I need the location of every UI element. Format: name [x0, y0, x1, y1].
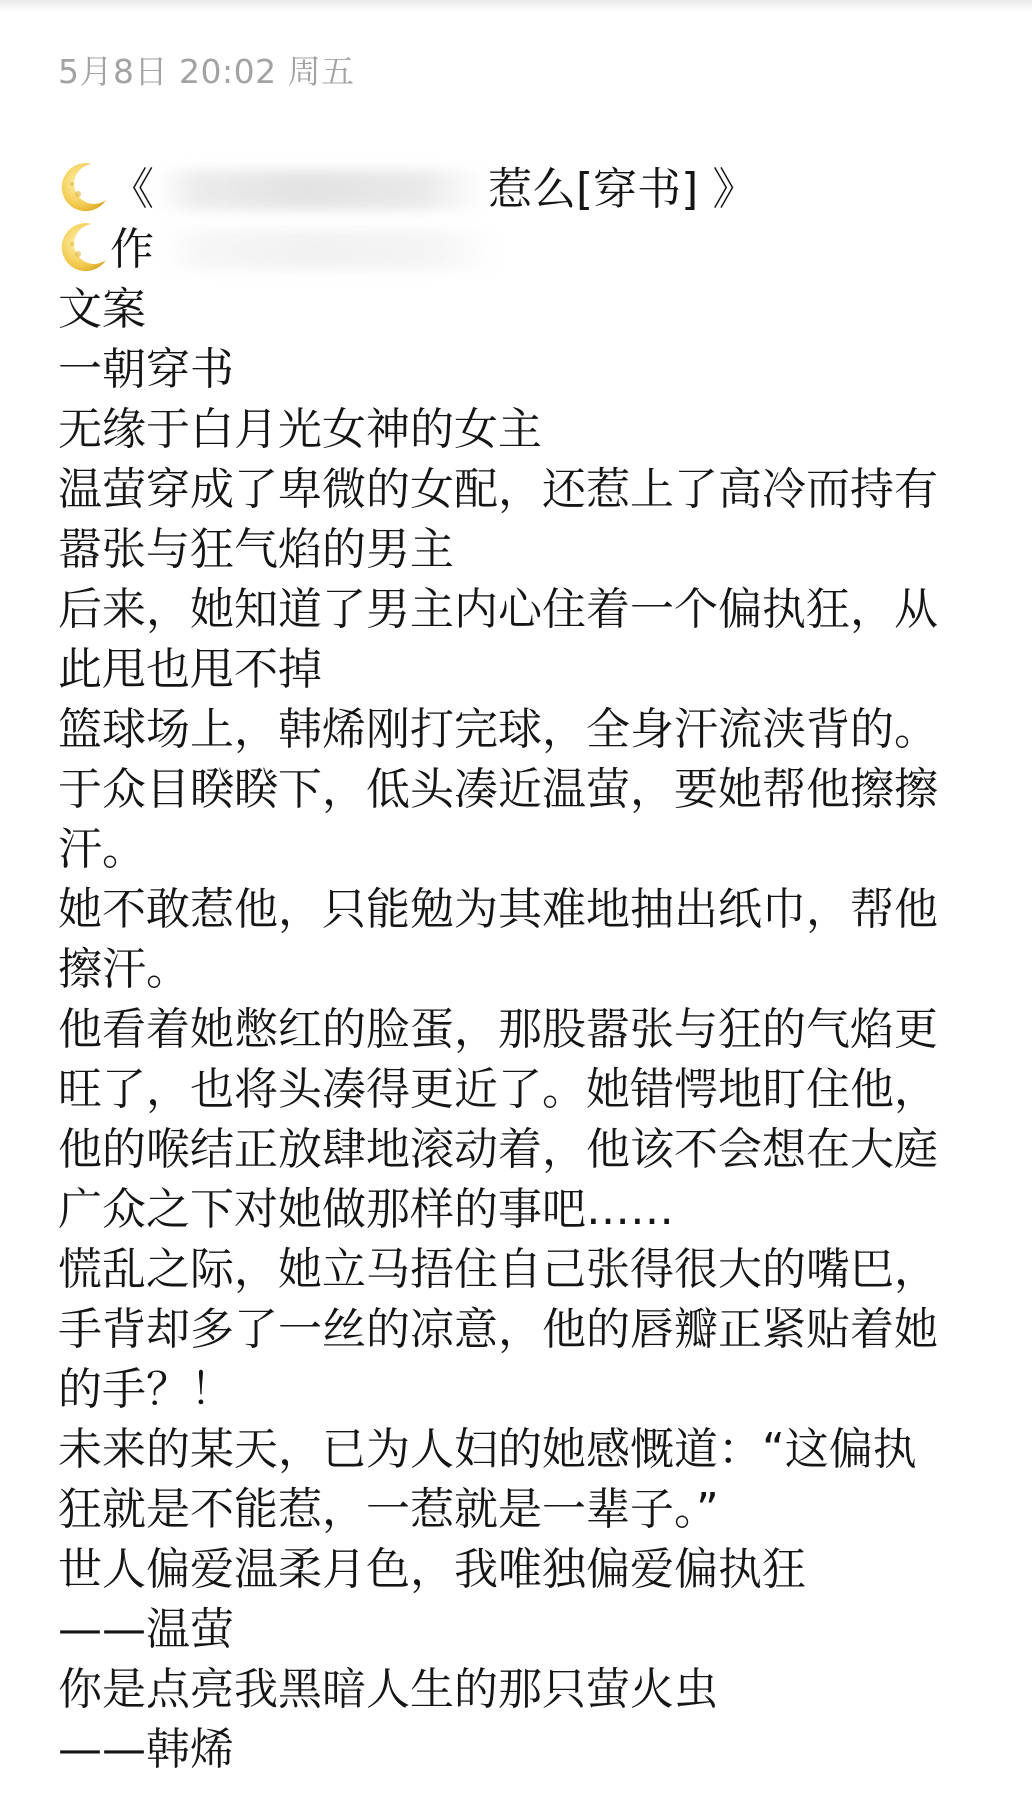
text-line: 一朝穿书	[58, 344, 234, 395]
text-line: 你是点亮我黑暗人生的那只萤火虫	[58, 1664, 718, 1715]
text-line: 汗。	[58, 824, 146, 875]
book-title-visible: 惹么[穿书] 》	[488, 164, 757, 215]
blurred-author-text	[160, 230, 500, 270]
text-line: ——温萤	[58, 1604, 234, 1655]
post-body	[58, 160, 998, 1780]
text-line: 的手？！	[58, 1364, 234, 1415]
text-line: 后来，她知道了男主内心住着一个偏执狂，从	[58, 584, 938, 635]
text-line: 旺了，也将头凑得更近了。她错愕地盯住他，	[58, 1064, 938, 1115]
blurred-title-text	[156, 170, 486, 210]
post-date: 5月8日 20:02 周五	[58, 52, 355, 91]
title-open-bracket: 《	[110, 164, 154, 215]
crescent-moon-icon	[58, 160, 110, 216]
author-label: 作	[110, 224, 154, 275]
top-divider	[0, 0, 1032, 12]
text-line: 手背却多了一丝的凉意，他的唇瓣正紧贴着她	[58, 1304, 938, 1355]
text-line: 文案	[58, 284, 146, 335]
text-line: 温萤穿成了卑微的女配，还惹上了高冷而持有	[58, 464, 938, 515]
text-line: 他看着她憋红的脸蛋，那股嚣张与狂的气焰更	[58, 1004, 938, 1055]
text-line: 狂就是不能惹，一惹就是一辈子。”	[58, 1484, 719, 1535]
book-author-line	[58, 220, 998, 280]
text-line: ——韩烯	[58, 1724, 234, 1775]
text-line: 嚣张与狂气焰的男主	[58, 524, 454, 575]
text-line: 他的喉结正放肆地滚动着，他该不会想在大庭	[58, 1124, 938, 1175]
text-line: 于众目睽睽下，低头凑近温萤，要她帮他擦擦	[58, 764, 938, 815]
text-line: 无缘于白月光女神的女主	[58, 404, 542, 455]
crescent-moon-icon	[58, 220, 110, 276]
text-line: 未来的某天，已为人妇的她感慨道：“这偏执	[58, 1424, 917, 1475]
synopsis-text	[58, 280, 998, 1780]
text-line: 擦汗。	[58, 944, 190, 995]
book-title-line	[58, 160, 998, 220]
text-line: 她不敢惹他，只能勉为其难地抽出纸巾，帮他	[58, 884, 938, 935]
text-line: 此甩也甩不掉	[58, 644, 322, 695]
text-line: 广众之下对她做那样的事吧……	[58, 1184, 674, 1235]
text-line: 世人偏爱温柔月色，我唯独偏爱偏执狂	[58, 1544, 806, 1595]
text-line: 慌乱之际，她立马捂住自己张得很大的嘴巴，	[58, 1244, 938, 1295]
text-line: 篮球场上，韩烯刚打完球，全身汗流浃背的。	[58, 704, 938, 755]
